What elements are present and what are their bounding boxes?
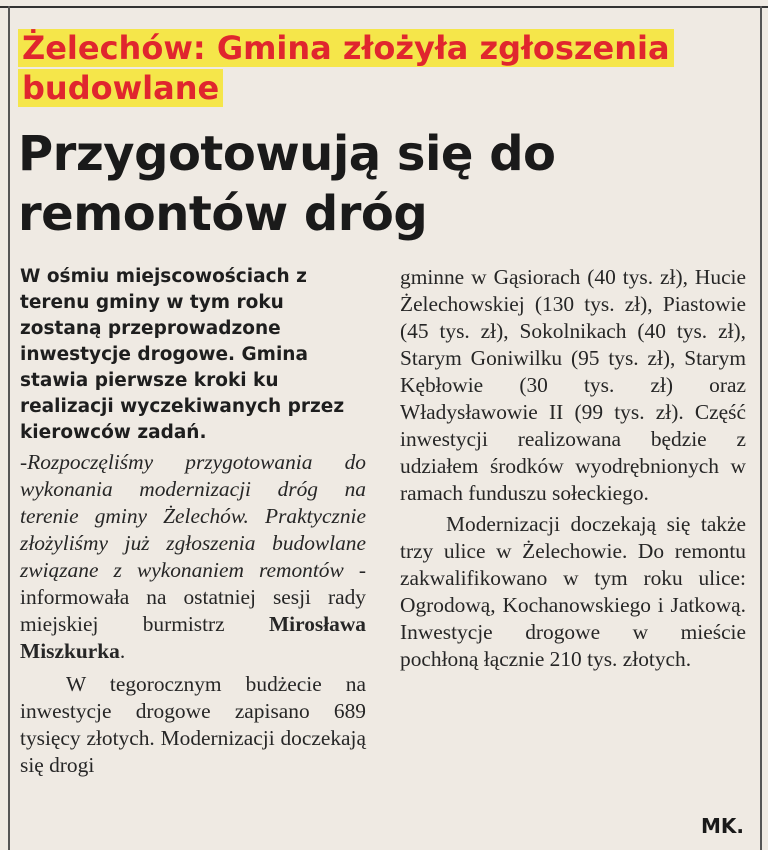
budget-paragraph-text: W tegorocznym budżecie na inwestycje drogowe zapisano 689 tysięcy złotych. Modernizacji doczekają się drogi bbox=[20, 672, 366, 777]
budget-paragraph-continued-text: gminne w Gąsiorach (40 tys. zł), Hucie Żelechowskiej (130 tys. zł), Piastowie (45 tys. zł), Sokolnikach (40 tys. zł), Starym Goniwilku (95 tys. zł), Starym Kębłowie (30 tys. zł) oraz Władysławowie II (99 tys. zł). Część inwestycji realizowana będzie z udziałem środków wyodrębnionych w ramach funduszu sołeckiego. bbox=[400, 265, 746, 505]
mayor-quote: -Rozpoczęliśmy przygotowania do wykonania modernizacji dróg na terenie gminy Żelechów. Praktycznie złożyliśmy już zgłoszenia budowlane związane z wykonaniem remontów bbox=[20, 450, 366, 582]
article-column-right bbox=[400, 264, 746, 673]
budget-paragraph-start bbox=[20, 671, 366, 779]
article-headline: Przygotowują się do remontów dróg bbox=[18, 126, 556, 242]
attribution-end: . bbox=[119, 639, 126, 663]
quote-paragraph bbox=[20, 449, 366, 665]
article-lead: W ośmiu miejscowościach z terenu gminy w tym roku zostaną przeprowadzone inwestycje drogowe. Gmina stawia pierwsze kroki ku realizacji wyczekiwanych przez kierowców zadań. bbox=[20, 266, 345, 443]
author-signature: MK. bbox=[701, 814, 744, 838]
right-rule bbox=[760, 6, 762, 850]
left-rule bbox=[8, 6, 10, 850]
budget-paragraph-continued bbox=[400, 264, 746, 507]
article-column-left bbox=[20, 264, 366, 779]
top-rule bbox=[0, 6, 768, 8]
article-kicker bbox=[18, 28, 748, 108]
quote-attribution: -informowała na ostatniej sesji rady miejskiej burmistrz bbox=[20, 558, 366, 636]
mayor-name: Mirosława Miszkurka bbox=[20, 612, 366, 663]
kicker-text: Żelechów: Gmina złożyła zgłoszenia budowlane bbox=[18, 29, 674, 107]
streets-paragraph: Modernizacji doczekają się także trzy ulice w Żelechowie. Do remontu zakwalifikowano w tym roku ulice: Ogrodową, Kochanowskiego i Jatkową. Inwestycje drogowe w mieście pochłoną łącznie 210 tys. złotych. bbox=[400, 512, 746, 671]
